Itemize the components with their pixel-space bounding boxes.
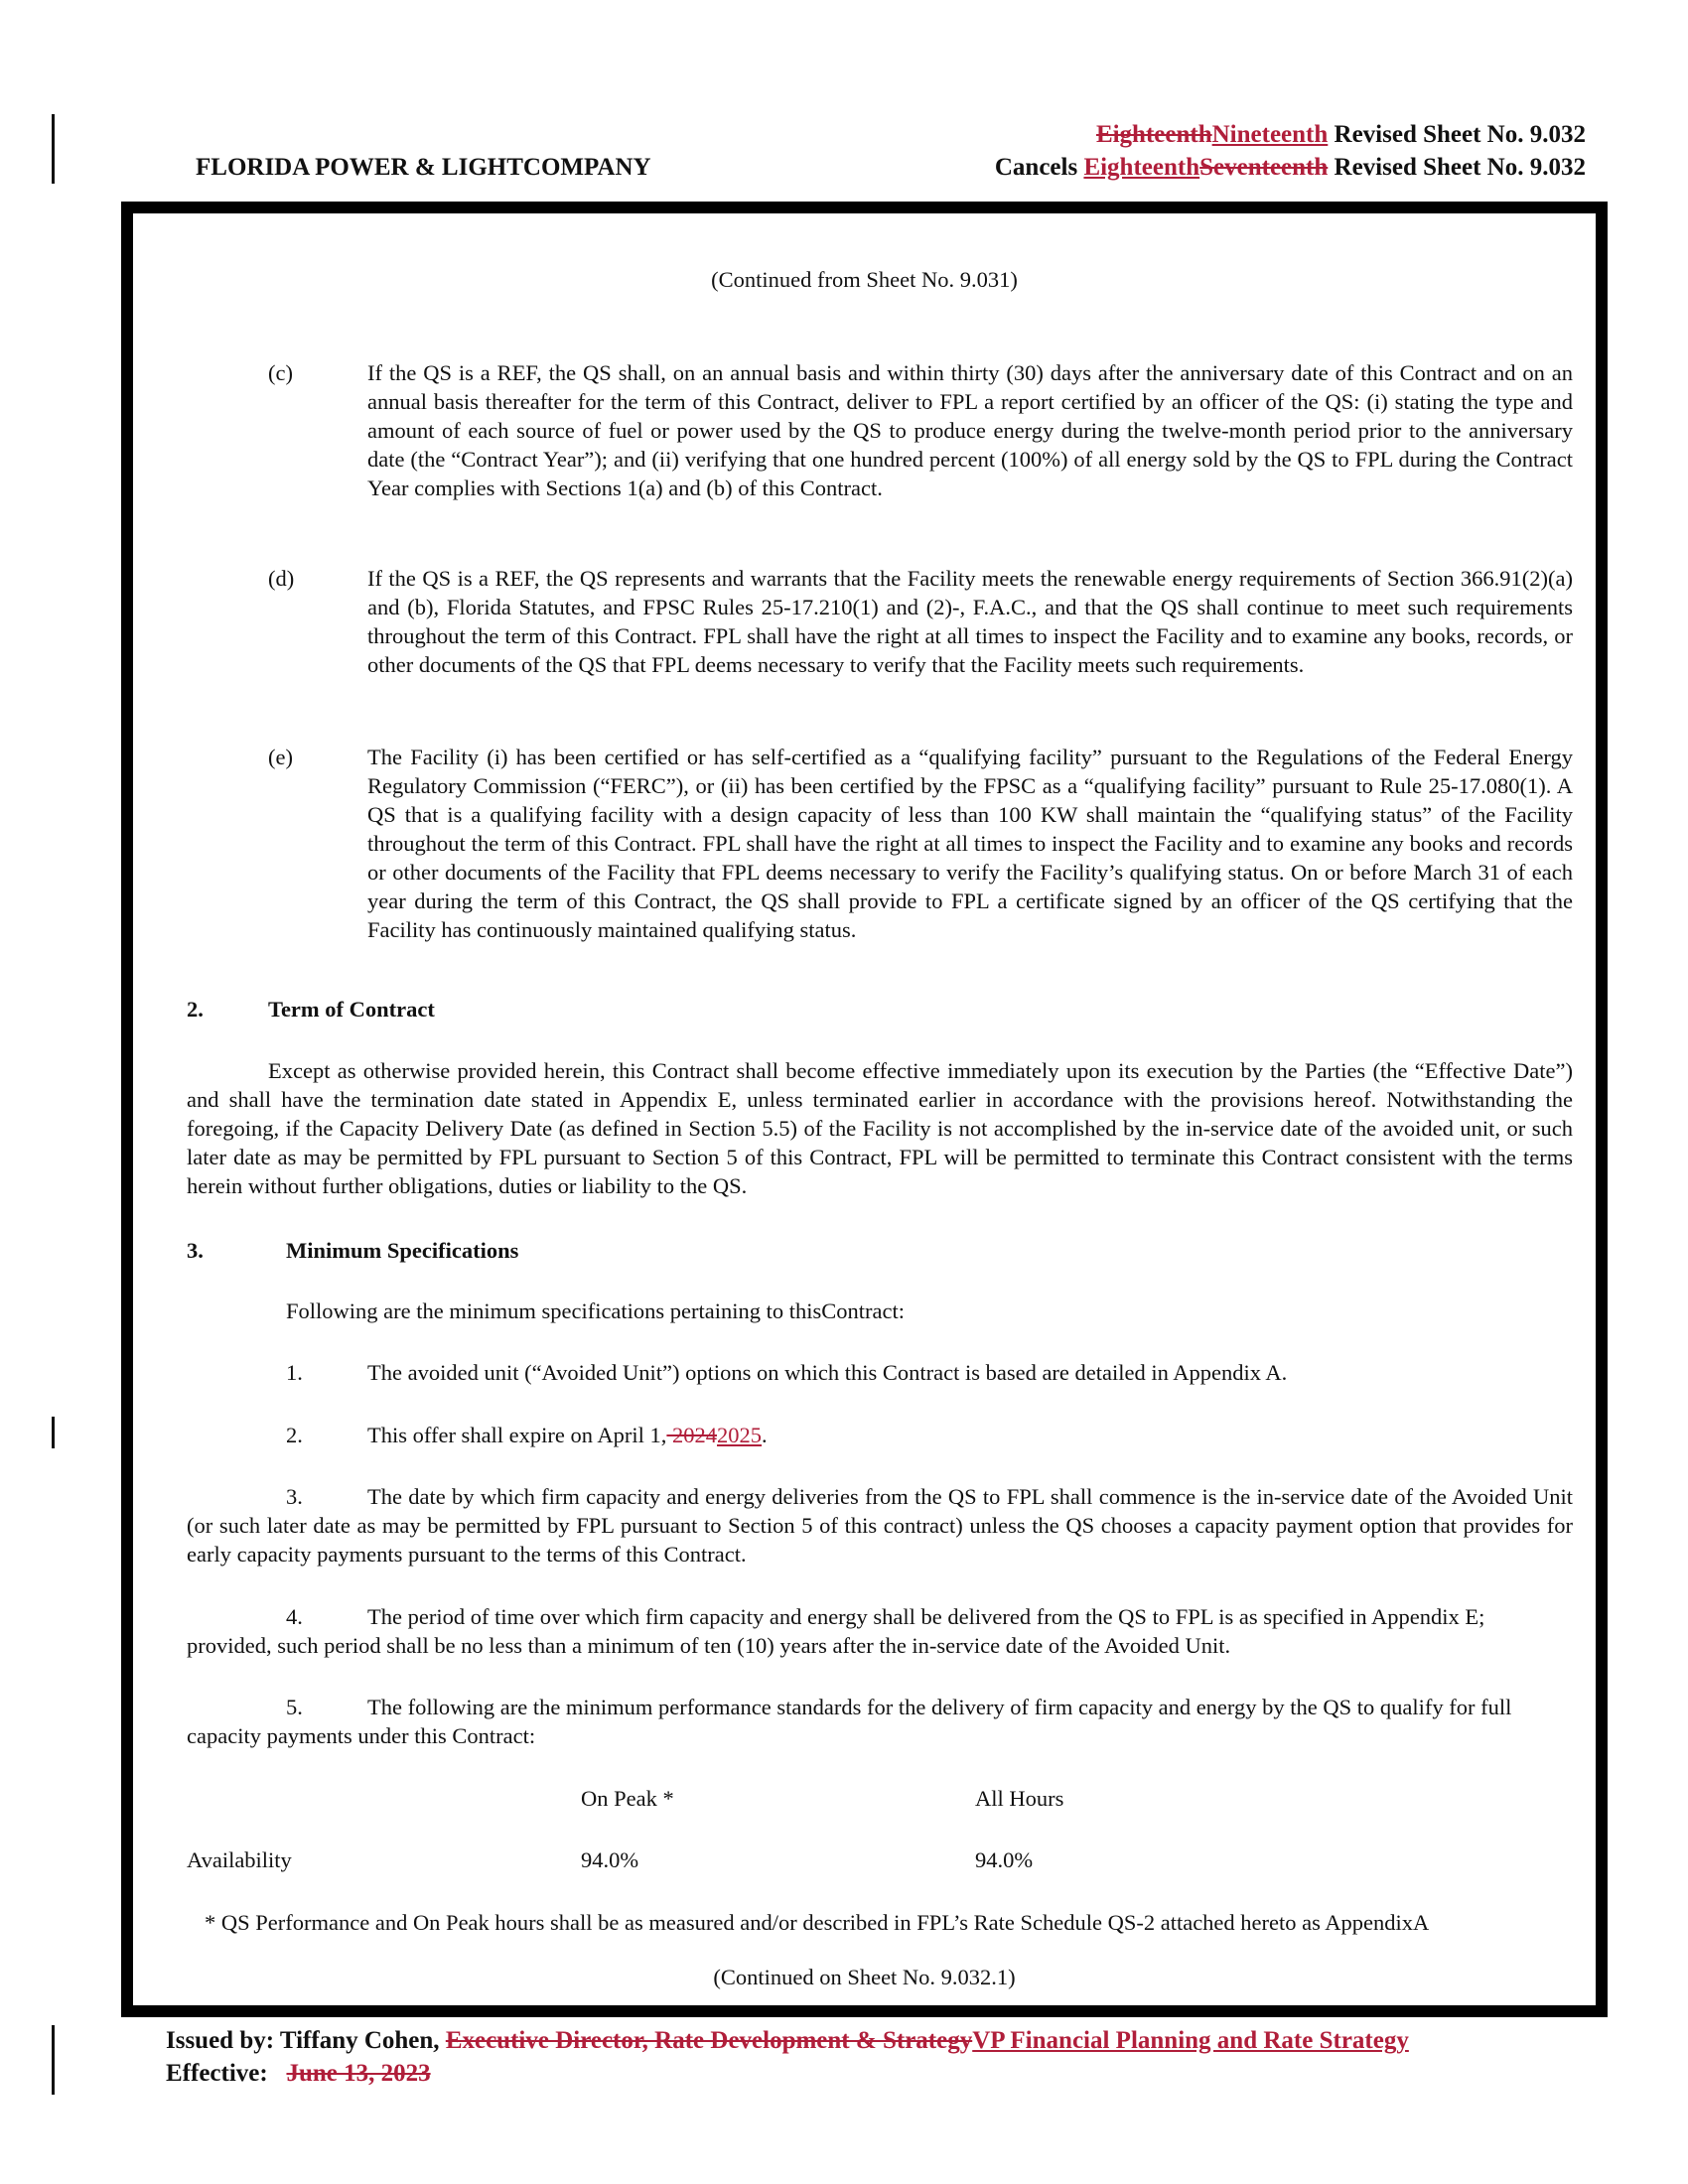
issued-by (166, 2027, 1409, 2055)
effective-label: Effective: (166, 2060, 268, 2087)
spec-number: 4. (286, 1604, 303, 1629)
section-title: Term of Contract (268, 997, 435, 1022)
item-label: (c) (268, 360, 293, 385)
continued-on: (Continued on Sheet No. 9.032.1) (713, 1965, 1016, 1989)
spec-text: The following are the minimum performance standards for the delivery of firm capacity and energy by the QS to qualify for full capacity payments under this Contract: (187, 1695, 1512, 1748)
cancels-line (995, 154, 1586, 182)
table-header-all-hours: All Hours (975, 1786, 1064, 1811)
item-paragraph: If the QS is a REF, the QS represents and warrants that the Facility meets the renewable energy requirements of Section 366.91(2)(a) and (b), Florida Statutes, and FPSC Rules 25-17.210(1) and (2)-, F.A.C., and that the QS shall continue to meet such requirements throughout the term of this Contract. FPL shall have the right at all times to inspect the Facility and to examine any books, records, or other documents of the QS that FPL deems necessary to verify that the Facility meets such requirements. (367, 566, 1573, 677)
section-paragraph: Except as otherwise provided herein, this Contract shall become effective immediately upon its execution by the Parties (the “Effective Date”) and shall have the termination date stated in Appendix E, unless terminated earlier in accordance with the provisions hereof. Notwithstanding the foregoing, if the Capacity Delivery Date (as defined in Section 5.5) of the Facility is not accomplished by the in-service date of the avoided unit, or such later date as may be permitted by FPL pursuant to Section 5 of this Contract, FPL will be permitted to terminate this Contract consistent with the terms herein without further obligations, duties or liability to the QS. (187, 1058, 1573, 1198)
sheet-number-text: Revised Sheet No. 9.032 (1328, 154, 1586, 181)
inserted-text: Eighteenth (1083, 154, 1200, 181)
effective-line (166, 2060, 431, 2088)
sheet-number-line (1096, 121, 1586, 149)
change-bar-spec2 (52, 1417, 55, 1448)
spec-paragraph (187, 1602, 1573, 1660)
spec-paragraph (187, 1693, 1573, 1750)
table-cell: 94.0% (975, 1847, 1034, 1872)
spec-text: The period of time over which firm capacity and energy shall be delivered from the QS to FPL is as specified in Appendix E; provided, such period shall be no less than a minimum of ten (10) years after the in-service date of the Avoided Unit. (187, 1604, 1485, 1658)
table-cell: 94.0% (581, 1847, 639, 1872)
spec-paragraph (187, 1482, 1573, 1569)
deleted-text: Eighteenth (1095, 121, 1212, 148)
item-paragraph: If the QS is a REF, the QS shall, on an annual basis and within thirty (30) days after the anniversary date of this Contract and on an annual basis thereafter for the term of this Contract, deliver to FPL a report certified by an officer of the QS: (i) stating the type and amount of each source of fuel or power used by the QS to produce energy during the twelve-month period prior to the anniversary date (the “Contract Year”); and (ii) verifying that one hundred percent (100%) of all energy sold by the QS to FPL during the Contract Year complies with Sections 1(a) and (b) of this Contract. (367, 360, 1573, 500)
section-intro: Following are the minimum specifications pertaining to thisContract: (286, 1298, 906, 1323)
spec2-end: . (762, 1423, 768, 1447)
spec-number: 2. (286, 1423, 303, 1447)
spec-number: 1. (286, 1360, 303, 1385)
change-bar-footer (52, 2025, 55, 2095)
spec-number: 3. (286, 1484, 303, 1509)
section-number: 2. (187, 997, 204, 1022)
deleted-text: Executive Director, Rate Development & Strategy (445, 2027, 973, 2054)
spec-text (367, 1421, 768, 1449)
spec-text: The avoided unit (“Avoided Unit”) options on which this Contract is based are detailed in Appendix A. (367, 1360, 1288, 1385)
inserted-text: Nineteenth (1211, 121, 1329, 148)
company-name: FLORIDA POWER & LIGHTCOMPANY (196, 154, 651, 181)
cancels-prefix: Cancels (994, 154, 1084, 181)
deleted-text: Seventeenth (1199, 154, 1329, 181)
table-header-on-peak: On Peak * (581, 1786, 674, 1811)
inserted-text: 2025 (717, 1423, 763, 1447)
footnote: * QS Performance and On Peak hours shall be as measured and/or described in FPL’s Rate Schedule QS-2 attached hereto as AppendixA (205, 1910, 1430, 1935)
issued-label: Issued by: Tiffany Cohen, (166, 2027, 446, 2054)
item-paragraph: The Facility (i) has been certified or has self-certified as a “qualifying facility” pursuant to the Regulations of the Federal Energy Regulatory Commission (“FERC”), or (ii) has been certified by the FPSC as a “qualifying facility” pursuant to Rule 25-17.080(1). A QS that is a qualifying facility with a design capacity of less than 100 KW shall maintain the “qualifying status” of the Facility throughout the term of this Contract. FPL shall have the right at all times to inspect the Facility and to examine any books and records or other documents of the Facility that FPL deems necessary to verify the Facility’s qualifying status. On or before March 31 of each year during the term of this Contract, the QS shall provide to FPL a certificate signed by an officer of the QS certifying that the Facility has continuously maintained qualifying status. (367, 745, 1573, 942)
sheet-number-text: Revised Sheet No. 9.032 (1328, 121, 1586, 148)
inserted-text: VP Financial Planning and Rate Strategy (972, 2027, 1409, 2054)
continued-from: (Continued from Sheet No. 9.031) (711, 267, 1018, 292)
table-row-label: Availability (187, 1847, 292, 1872)
deleted-text: June 13, 2023 (286, 2060, 431, 2087)
section-number: 3. (187, 1238, 204, 1263)
item-label: (d) (268, 566, 295, 591)
spec2-text: This offer shall expire on April 1, (367, 1423, 667, 1447)
deleted-text: 2024 (666, 1423, 718, 1447)
item-label: (e) (268, 745, 293, 769)
spec-text: The date by which firm capacity and energy deliveries from the QS to FPL shall commence is the in-service date of the Avoided Unit (or such later date as may be permitted by FPL pursuant to Section 5 of this contract) unless the QS chooses a capacity payment option that provides for early capacity payments pursuant to the terms of this Contract. (187, 1484, 1573, 1567)
spec-number: 5. (286, 1695, 303, 1719)
change-bar-header (52, 114, 55, 184)
section-title: Minimum Specifications (286, 1238, 519, 1263)
